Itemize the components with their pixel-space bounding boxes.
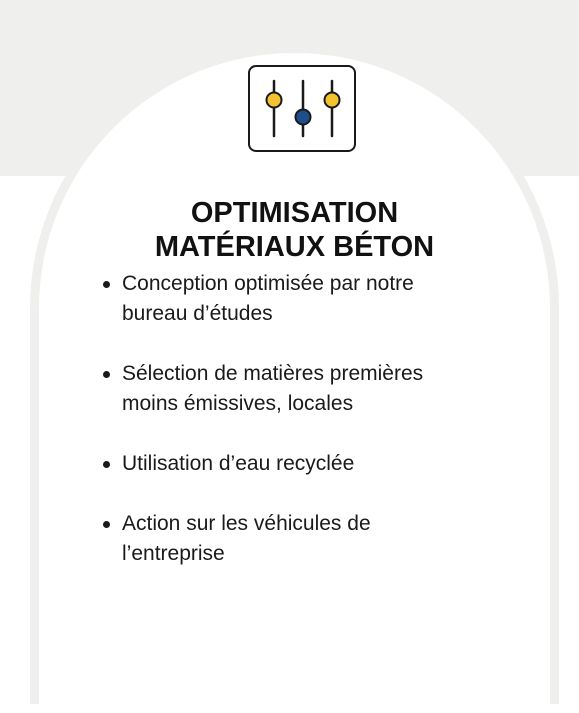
bullet-text-line: moins émissives, locales xyxy=(122,392,354,415)
list-item xyxy=(101,509,501,569)
sliders-icon-graphic xyxy=(250,67,354,150)
title-line-1: OPTIMISATION xyxy=(190,197,399,229)
bullet-text-line: bureau d’études xyxy=(122,302,273,325)
list-item xyxy=(101,449,501,479)
list-item xyxy=(101,269,501,329)
bullet-list xyxy=(101,269,501,599)
bullet-dot xyxy=(103,521,110,528)
slider-knob-left xyxy=(267,93,282,108)
sliders-icon xyxy=(248,65,356,152)
bullet-dot xyxy=(103,461,110,468)
bullet-text-line: Conception optimisée par notre xyxy=(122,272,414,295)
bullet-dot xyxy=(103,371,110,378)
bullet-dot xyxy=(103,281,110,288)
bullet-text-line: Sélection de matières premières xyxy=(122,362,424,385)
title-line-2: MATÉRIAUX BÉTON xyxy=(154,231,435,263)
bullet-text-line: Utilisation d’eau recyclée xyxy=(122,452,355,475)
slider-knob-right xyxy=(325,93,340,108)
slider-knob-middle xyxy=(296,110,311,125)
bullet-text-line: l’entreprise xyxy=(122,542,225,565)
bullet-text-line: Action sur les véhicules de xyxy=(122,512,371,535)
list-item xyxy=(101,359,501,419)
page-title xyxy=(39,196,550,264)
